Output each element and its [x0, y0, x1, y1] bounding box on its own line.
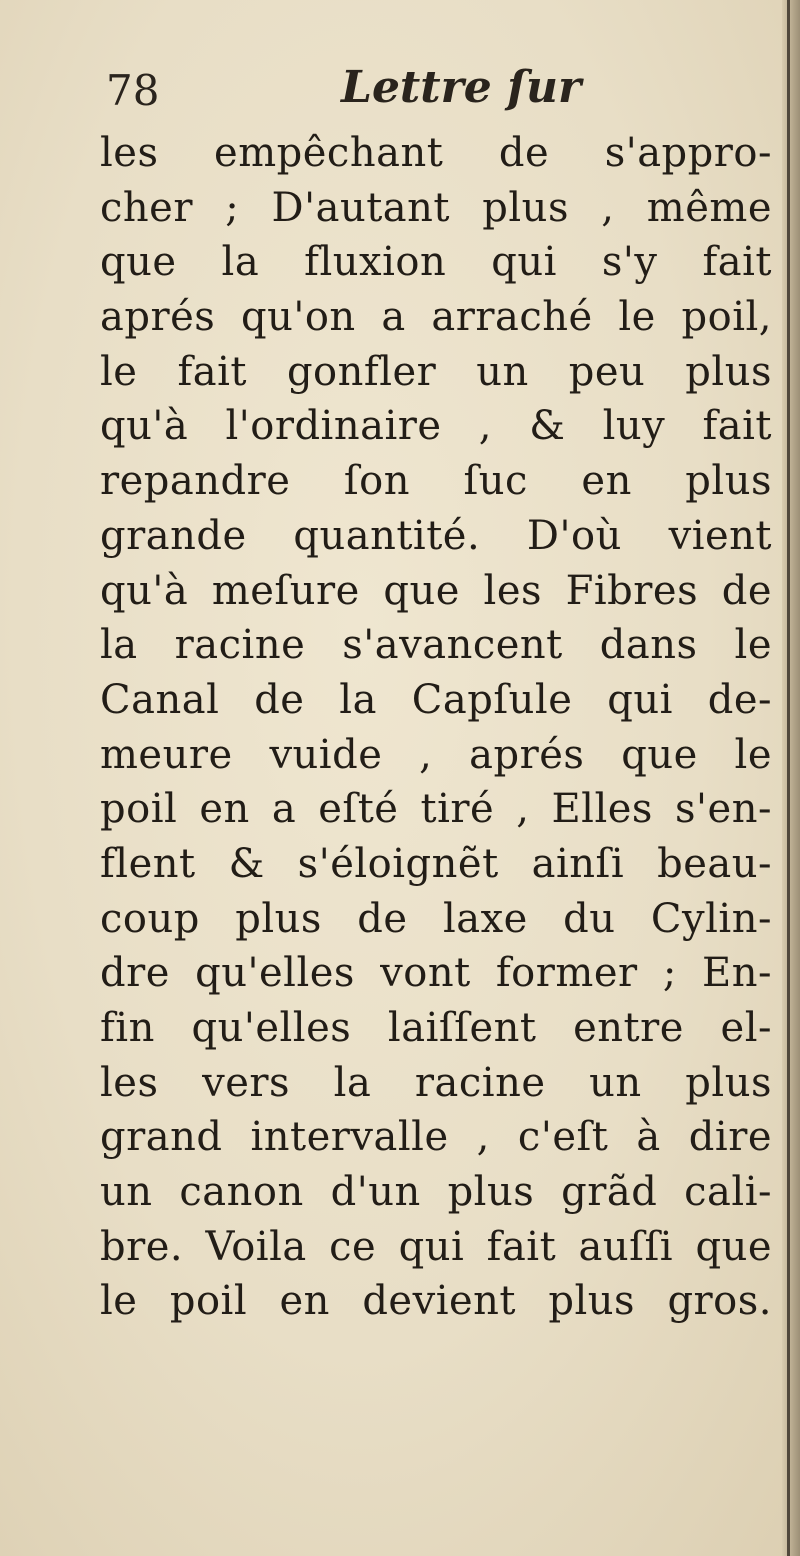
text-line: qu'à l'ordinaire , & luy fait	[100, 403, 772, 450]
page-number: 78	[106, 66, 160, 115]
text-line: que la fluxion qui s'y fait	[100, 239, 772, 286]
text-line: dre qu'elles vont former ; En-	[100, 950, 772, 997]
text-line: Canal de la Capſule qui de-	[100, 676, 772, 723]
text-line: grand intervalle , c'eſt à dire	[100, 1114, 772, 1161]
text-line: le fait gonfler un peu plus	[100, 348, 772, 395]
body-text	[100, 126, 772, 1329]
text-line: cher ; D'autant plus , même	[100, 184, 772, 231]
page-edge	[782, 0, 800, 1556]
binding-line	[787, 0, 790, 1556]
text-line: les empêchant de s'appro-	[100, 130, 772, 176]
running-title: Lettre ſur	[341, 62, 582, 113]
text-line: coup plus de laxe du Cylin-	[100, 895, 772, 942]
text-line: grande quantité. D'où vient	[100, 512, 772, 559]
text-line: un canon d'un plus grãd cali-	[100, 1169, 772, 1216]
text-line: qu'à meſure que les Fibres de	[100, 567, 772, 614]
text-line: bre. Voila ce qui fait auſſi que	[100, 1223, 772, 1270]
text-line: les vers la racine un plus	[100, 1059, 772, 1106]
page-header	[106, 62, 606, 124]
text-line: aprés qu'on a arraché le poil,	[100, 294, 772, 341]
text-line: meure vuide , aprés que le	[100, 731, 772, 778]
text-line: le poil en devient plus gros.	[100, 1278, 772, 1325]
text-line: la racine s'avancent dans le	[100, 622, 772, 669]
text-line: poil en a eſté tiré , Elles s'en-	[100, 786, 772, 833]
text-line: fin qu'elles laiſſent entre el-	[100, 1005, 772, 1051]
text-line: flent & s'éloignẽt ainſi beau-	[100, 840, 772, 887]
text-line: repandre ſon ſuc en plus	[100, 458, 772, 505]
